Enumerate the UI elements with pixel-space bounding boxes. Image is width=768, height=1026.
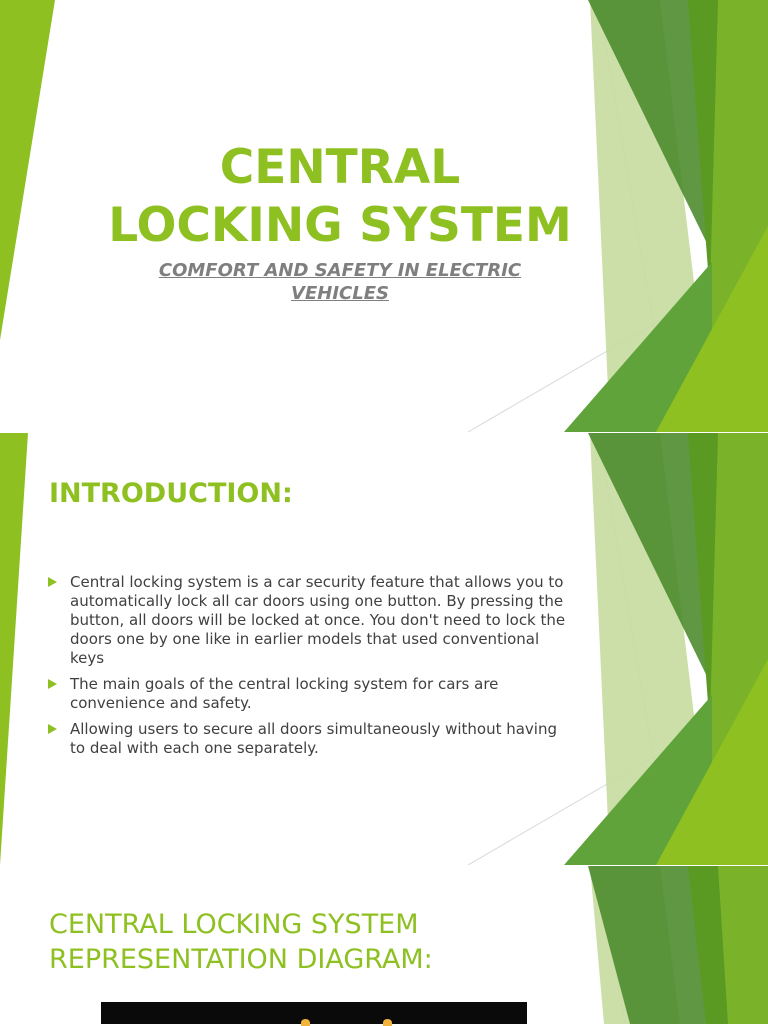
introduction-bullet-list — [48, 573, 568, 765]
diagram-heading-line1: CENTRAL LOCKING SYSTEM — [49, 909, 419, 940]
list-item — [48, 573, 568, 668]
slide-introduction — [0, 433, 768, 865]
slide-title-line2: LOCKING SYSTEM — [108, 198, 572, 253]
bullet-text: Central locking system is a car security feature that allows you to automatically lock all car doors using one button. By pressing the button, all doors will be locked at once. You don't need to lock the doors one by one like in earlier models that used conventional keys — [70, 573, 566, 667]
slide-title — [0, 0, 768, 432]
subtitle-line1: COMFORT AND SAFETY IN ELECTRIC — [158, 260, 522, 281]
subtitle-line2: VEHICLES — [291, 283, 389, 304]
bullet-text: The main goals of the central locking system for cars are convenience and safety. — [70, 675, 499, 712]
diagram-heading-line2: REPRESENTATION DIAGRAM: — [49, 944, 433, 975]
introduction-heading: INTRODUCTION: — [49, 478, 293, 509]
triangle-bullet-icon — [48, 679, 57, 689]
lamp-icon — [383, 1019, 392, 1026]
triangle-bullet-icon — [48, 577, 57, 587]
list-item — [48, 675, 568, 713]
diagram-image — [101, 1002, 527, 1024]
list-item — [48, 720, 568, 758]
slide-diagram — [0, 866, 768, 1024]
bullet-text: Allowing users to secure all doors simultaneously without having to deal with each one separately. — [70, 720, 558, 757]
triangle-bullet-icon — [48, 724, 57, 734]
slide-title-line1: CENTRAL — [219, 140, 461, 195]
lamp-icon — [301, 1019, 310, 1026]
